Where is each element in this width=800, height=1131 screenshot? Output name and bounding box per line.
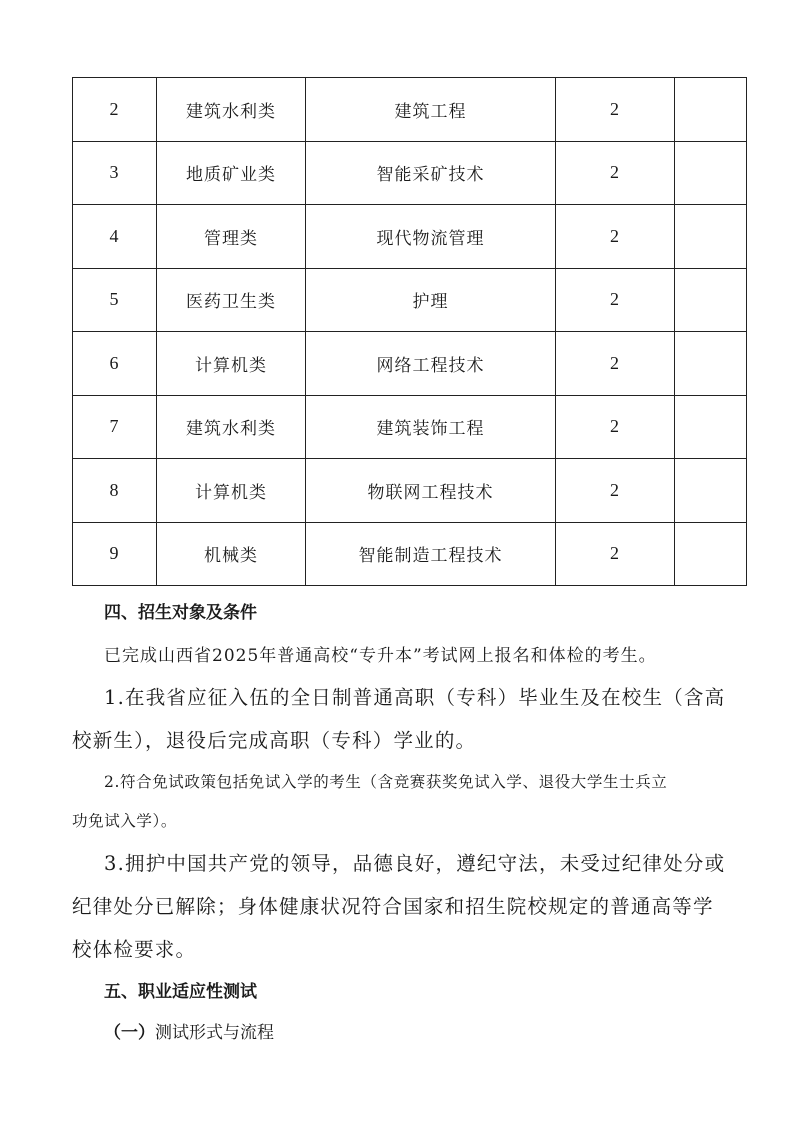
table-row	[73, 332, 747, 396]
note-cell	[675, 268, 747, 332]
subsection-title: 测试形式与流程	[155, 1023, 274, 1043]
major-category: 建筑水利类	[157, 395, 306, 459]
major-name: 智能制造工程技术	[306, 522, 556, 586]
note-cell	[675, 459, 747, 523]
row-number: 7	[73, 395, 157, 459]
table-row	[73, 141, 747, 205]
section-five-heading: 五、职业适应性测试	[104, 982, 257, 1002]
major-name: 建筑装饰工程	[306, 395, 556, 459]
major-name: 智能采矿技术	[306, 141, 556, 205]
row-number: 9	[73, 522, 157, 586]
note-cell	[675, 78, 747, 142]
subsection-heading	[104, 1018, 274, 1043]
row-number: 3	[73, 141, 157, 205]
table-row	[73, 205, 747, 269]
table-row	[73, 78, 747, 142]
note-cell	[675, 332, 747, 396]
eligibility-item-2-line-2: 功免试入学）。	[72, 812, 177, 830]
major-category: 建筑水利类	[157, 78, 306, 142]
eligibility-item-2-line-1: 2.符合免试政策包括免试入学的考生（含竞赛获奖免试入学、退役大学生士兵立	[104, 773, 668, 791]
eligibility-item-3-line-3: 校体检要求。	[72, 938, 197, 961]
major-category: 机械类	[157, 522, 306, 586]
major-category: 地质矿业类	[157, 141, 306, 205]
table-row	[73, 395, 747, 459]
row-number: 6	[73, 332, 157, 396]
table-row	[73, 522, 747, 586]
eligibility-item-3-line-1: 3.拥护中国共产党的领导，品德良好，遵纪守法，未受过纪律处分或	[104, 852, 726, 875]
note-cell	[675, 205, 747, 269]
row-number: 2	[73, 78, 157, 142]
major-category: 管理类	[157, 205, 306, 269]
enrollment-count: 2	[556, 141, 675, 205]
enrollment-count: 2	[556, 78, 675, 142]
major-category: 计算机类	[157, 459, 306, 523]
major-name: 现代物流管理	[306, 205, 556, 269]
enrollment-count: 2	[556, 268, 675, 332]
eligibility-item-1-line-1: 1.在我省应征入伍的全日制普通高职（专科）毕业生及在校生（含高	[104, 686, 726, 709]
eligibility-item-3-line-2: 纪律处分已解除；身体健康状况符合国家和招生院校规定的普通高等学	[72, 895, 714, 918]
enrollment-count: 2	[556, 395, 675, 459]
enrollment-count: 2	[556, 459, 675, 523]
majors-table	[72, 77, 747, 586]
note-cell	[675, 395, 747, 459]
enrollment-count: 2	[556, 332, 675, 396]
major-name: 建筑工程	[306, 78, 556, 142]
major-name: 护理	[306, 268, 556, 332]
note-cell	[675, 522, 747, 586]
major-name: 物联网工程技术	[306, 459, 556, 523]
enrollment-count: 2	[556, 522, 675, 586]
row-number: 5	[73, 268, 157, 332]
row-number: 8	[73, 459, 157, 523]
section-four-heading: 四、招生对象及条件	[104, 603, 257, 623]
table-row	[73, 268, 747, 332]
subsection-number: （一）	[104, 1023, 155, 1043]
major-category: 医药卫生类	[157, 268, 306, 332]
majors-table-body	[73, 78, 747, 586]
major-name: 网络工程技术	[306, 332, 556, 396]
row-number: 4	[73, 205, 157, 269]
eligibility-intro: 已完成山西省2025年普通高校“专升本”考试网上报名和体检的考生。	[104, 646, 657, 666]
note-cell	[675, 141, 747, 205]
major-category: 计算机类	[157, 332, 306, 396]
eligibility-item-1-line-2: 校新生），退役后完成高职（专科）学业的。	[72, 729, 477, 752]
table-row	[73, 459, 747, 523]
enrollment-count: 2	[556, 205, 675, 269]
